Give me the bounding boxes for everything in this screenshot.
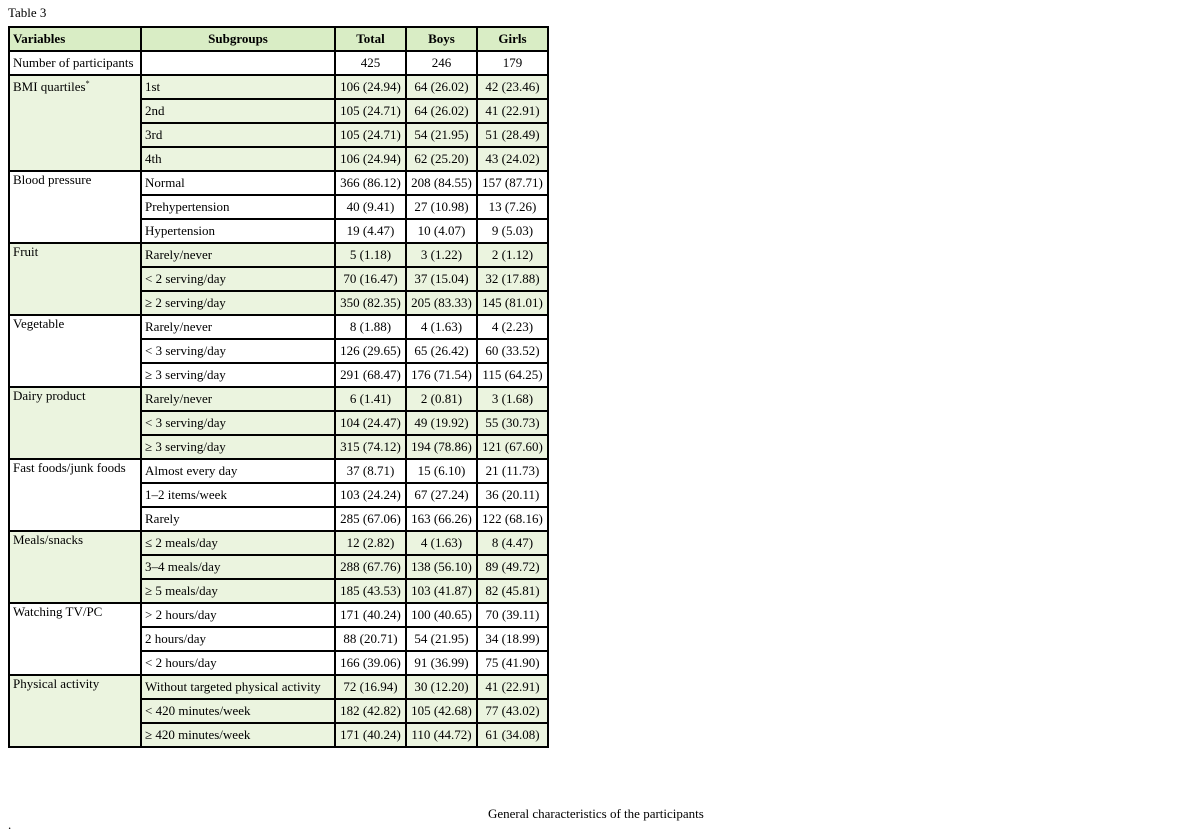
variable-label: Fast foods/junk foods	[13, 460, 126, 475]
girls-cell: 75 (41.90)	[477, 651, 548, 675]
boys-cell: 205 (83.33)	[406, 291, 477, 315]
table-row	[9, 603, 548, 627]
boys-cell: 3 (1.22)	[406, 243, 477, 267]
total-cell: 182 (42.82)	[335, 699, 406, 723]
subgroup-cell: 1–2 items/week	[141, 483, 335, 507]
subgroup-cell: 3–4 meals/day	[141, 555, 335, 579]
total-cell: 106 (24.94)	[335, 147, 406, 171]
total-cell: 40 (9.41)	[335, 195, 406, 219]
total-cell: 88 (20.71)	[335, 627, 406, 651]
subgroup-cell: < 420 minutes/week	[141, 699, 335, 723]
girls-cell: 43 (24.02)	[477, 147, 548, 171]
boys-cell: 100 (40.65)	[406, 603, 477, 627]
boys-cell: 194 (78.86)	[406, 435, 477, 459]
variable-cell	[9, 603, 141, 675]
subgroup-cell: ≥ 5 meals/day	[141, 579, 335, 603]
total-cell: 37 (8.71)	[335, 459, 406, 483]
subgroup-cell: 2 hours/day	[141, 627, 335, 651]
girls-cell: 55 (30.73)	[477, 411, 548, 435]
girls-cell: 42 (23.46)	[477, 75, 548, 99]
total-cell: 103 (24.24)	[335, 483, 406, 507]
boys-cell: 65 (26.42)	[406, 339, 477, 363]
variable-cell	[9, 387, 141, 459]
boys-cell: 2 (0.81)	[406, 387, 477, 411]
characteristics-table	[8, 26, 549, 748]
boys-cell: 163 (66.26)	[406, 507, 477, 531]
subgroup-cell: ≥ 420 minutes/week	[141, 723, 335, 747]
total-cell: 19 (4.47)	[335, 219, 406, 243]
girls-cell: 32 (17.88)	[477, 267, 548, 291]
subgroup-cell: Rarely/never	[141, 243, 335, 267]
participants-total: 425	[335, 51, 406, 75]
boys-cell: 49 (19.92)	[406, 411, 477, 435]
total-cell: 171 (40.24)	[335, 603, 406, 627]
boys-cell: 67 (27.24)	[406, 483, 477, 507]
boys-cell: 4 (1.63)	[406, 315, 477, 339]
table-row	[9, 675, 548, 699]
variable-cell	[9, 171, 141, 243]
table-row	[9, 459, 548, 483]
subgroup-cell: Prehypertension	[141, 195, 335, 219]
total-cell: 171 (40.24)	[335, 723, 406, 747]
total-cell: 288 (67.76)	[335, 555, 406, 579]
header-total: Total	[335, 27, 406, 51]
subgroup-cell: < 2 hours/day	[141, 651, 335, 675]
girls-cell: 77 (43.02)	[477, 699, 548, 723]
participants-boys: 246	[406, 51, 477, 75]
girls-cell: 82 (45.81)	[477, 579, 548, 603]
subgroup-cell: 2nd	[141, 99, 335, 123]
variable-label: Vegetable	[13, 316, 65, 331]
girls-cell: 115 (64.25)	[477, 363, 548, 387]
total-cell: 70 (16.47)	[335, 267, 406, 291]
total-cell: 315 (74.12)	[335, 435, 406, 459]
girls-cell: 9 (5.03)	[477, 219, 548, 243]
girls-cell: 70 (39.11)	[477, 603, 548, 627]
subgroup-cell: 4th	[141, 147, 335, 171]
total-cell: 105 (24.71)	[335, 99, 406, 123]
boys-cell: 176 (71.54)	[406, 363, 477, 387]
subgroup-cell: Hypertension	[141, 219, 335, 243]
boys-cell: 64 (26.02)	[406, 75, 477, 99]
total-cell: 285 (67.06)	[335, 507, 406, 531]
subgroup-cell: > 2 hours/day	[141, 603, 335, 627]
header-subgroups: Subgroups	[141, 27, 335, 51]
variable-cell	[9, 459, 141, 531]
footnote-marker: *	[85, 79, 90, 88]
variable-cell	[9, 243, 141, 315]
total-cell: 166 (39.06)	[335, 651, 406, 675]
girls-cell: 21 (11.73)	[477, 459, 548, 483]
participants-subgroup	[141, 51, 335, 75]
total-cell: 104 (24.47)	[335, 411, 406, 435]
boys-cell: 91 (36.99)	[406, 651, 477, 675]
subgroup-cell: < 3 serving/day	[141, 411, 335, 435]
girls-cell: 61 (34.08)	[477, 723, 548, 747]
header-girls: Girls	[477, 27, 548, 51]
header-boys: Boys	[406, 27, 477, 51]
variable-label: Physical activity	[13, 676, 100, 691]
variable-label: Watching TV/PC	[13, 604, 103, 619]
participants-girls: 179	[477, 51, 548, 75]
total-cell: 126 (29.65)	[335, 339, 406, 363]
girls-cell: 41 (22.91)	[477, 99, 548, 123]
girls-cell: 157 (87.71)	[477, 171, 548, 195]
subgroup-cell: ≥ 3 serving/day	[141, 435, 335, 459]
subgroup-cell: ≤ 2 meals/day	[141, 531, 335, 555]
subgroup-cell: 3rd	[141, 123, 335, 147]
table-row	[9, 531, 548, 555]
girls-cell: 34 (18.99)	[477, 627, 548, 651]
table-row	[9, 243, 548, 267]
variable-cell	[9, 315, 141, 387]
table-row	[9, 75, 548, 99]
boys-cell: 54 (21.95)	[406, 123, 477, 147]
girls-cell: 89 (49.72)	[477, 555, 548, 579]
girls-cell: 4 (2.23)	[477, 315, 548, 339]
boys-cell: 64 (26.02)	[406, 99, 477, 123]
total-cell: 5 (1.18)	[335, 243, 406, 267]
variable-label: Fruit	[13, 244, 39, 259]
total-cell: 6 (1.41)	[335, 387, 406, 411]
subgroup-cell: Rarely	[141, 507, 335, 531]
boys-cell: 10 (4.07)	[406, 219, 477, 243]
variable-cell	[9, 531, 141, 603]
boys-cell: 30 (12.20)	[406, 675, 477, 699]
table-body	[9, 51, 548, 747]
girls-cell: 2 (1.12)	[477, 243, 548, 267]
girls-cell: 13 (7.26)	[477, 195, 548, 219]
subgroup-cell: ≥ 3 serving/day	[141, 363, 335, 387]
total-cell: 106 (24.94)	[335, 75, 406, 99]
table-header	[9, 27, 548, 51]
boys-cell: 208 (84.55)	[406, 171, 477, 195]
girls-cell: 3 (1.68)	[477, 387, 548, 411]
boys-cell: 110 (44.72)	[406, 723, 477, 747]
variable-cell	[9, 675, 141, 747]
table-row	[9, 315, 548, 339]
boys-cell: 15 (6.10)	[406, 459, 477, 483]
table-caption: General characteristics of the participants	[488, 806, 704, 821]
table-label: Table 3	[8, 5, 47, 20]
subgroup-cell: < 3 serving/day	[141, 339, 335, 363]
header-variables: Variables	[9, 27, 141, 51]
subgroup-cell: Rarely/never	[141, 315, 335, 339]
table-row	[9, 387, 548, 411]
footnote-dot: .	[8, 817, 12, 832]
total-cell: 12 (2.82)	[335, 531, 406, 555]
girls-cell: 122 (68.16)	[477, 507, 548, 531]
boys-cell: 4 (1.63)	[406, 531, 477, 555]
total-cell: 185 (43.53)	[335, 579, 406, 603]
participants-label: Number of participants	[9, 51, 141, 75]
subgroup-cell: < 2 serving/day	[141, 267, 335, 291]
variable-label: BMI quartiles	[13, 79, 86, 94]
girls-cell: 60 (33.52)	[477, 339, 548, 363]
variable-label: Dairy product	[13, 388, 86, 403]
boys-cell: 105 (42.68)	[406, 699, 477, 723]
girls-cell: 41 (22.91)	[477, 675, 548, 699]
total-cell: 8 (1.88)	[335, 315, 406, 339]
participants-row	[9, 51, 548, 75]
total-cell: 366 (86.12)	[335, 171, 406, 195]
boys-cell: 27 (10.98)	[406, 195, 477, 219]
variable-label: Blood pressure	[13, 172, 92, 187]
boys-cell: 138 (56.10)	[406, 555, 477, 579]
girls-cell: 121 (67.60)	[477, 435, 548, 459]
boys-cell: 62 (25.20)	[406, 147, 477, 171]
table-row	[9, 171, 548, 195]
variable-label: Meals/snacks	[13, 532, 84, 547]
subgroup-cell: Normal	[141, 171, 335, 195]
boys-cell: 37 (15.04)	[406, 267, 477, 291]
total-cell: 291 (68.47)	[335, 363, 406, 387]
total-cell: 350 (82.35)	[335, 291, 406, 315]
subgroup-cell: 1st	[141, 75, 335, 99]
girls-cell: 36 (20.11)	[477, 483, 548, 507]
subgroup-cell: Almost every day	[141, 459, 335, 483]
total-cell: 72 (16.94)	[335, 675, 406, 699]
girls-cell: 145 (81.01)	[477, 291, 548, 315]
variable-cell	[9, 75, 141, 171]
subgroup-cell: ≥ 2 serving/day	[141, 291, 335, 315]
boys-cell: 54 (21.95)	[406, 627, 477, 651]
subgroup-cell: Without targeted physical activity	[141, 675, 335, 699]
header-row	[9, 27, 548, 51]
girls-cell: 51 (28.49)	[477, 123, 548, 147]
boys-cell: 103 (41.87)	[406, 579, 477, 603]
total-cell: 105 (24.71)	[335, 123, 406, 147]
subgroup-cell: Rarely/never	[141, 387, 335, 411]
girls-cell: 8 (4.47)	[477, 531, 548, 555]
